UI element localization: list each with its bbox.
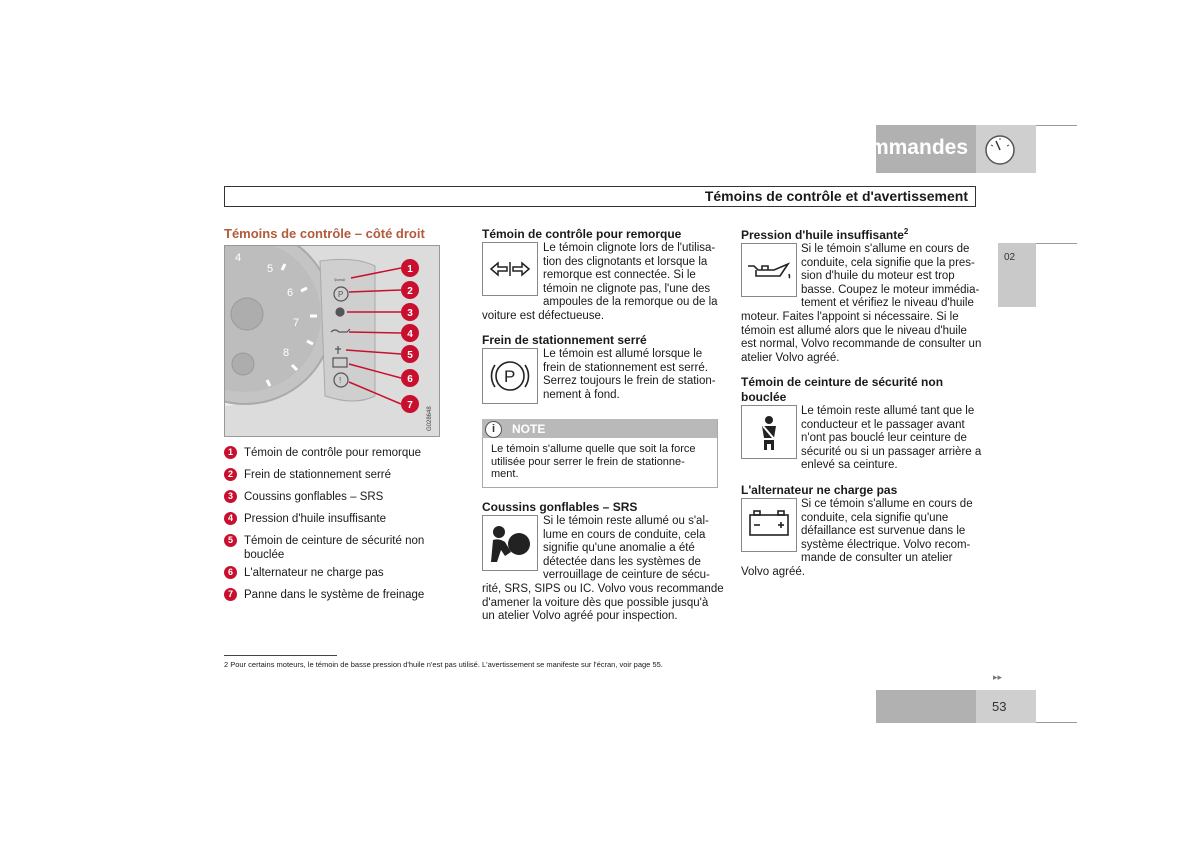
legend-number: 2 xyxy=(224,468,237,481)
text-line: détectée dans les systèmes de xyxy=(543,555,701,568)
legend-number: 3 xyxy=(224,490,237,503)
footer-band xyxy=(876,690,976,723)
text-line: conduite, cela signifie qu'une xyxy=(801,511,949,524)
text-line: sion d'huile du moteur est trop xyxy=(801,270,955,283)
footnote-ref: 2 xyxy=(903,227,909,236)
chapter-tab-label: 02 xyxy=(1004,252,1016,263)
text-line: moteur. Faites l'appoint si nécessaire. Si le xyxy=(741,311,959,323)
callout-6: 6 xyxy=(407,374,413,385)
text-line: basse. Coupez le moteur immédia- xyxy=(801,283,980,296)
seatbelt-heading xyxy=(741,375,943,405)
text-line: rité, SRS, SIPS ou IC. Volvo vous recommande xyxy=(482,583,724,595)
svg-text:P: P xyxy=(338,290,344,299)
alternator-heading: L'alternateur ne charge pas xyxy=(741,483,898,497)
legend-text: L'alternateur ne charge pas xyxy=(244,567,384,579)
figure-code: G028648 xyxy=(427,406,433,431)
text-line: défaillance est survenue dans le xyxy=(801,525,966,538)
column-title: Témoins de contrôle – côté droit xyxy=(224,226,425,241)
dashboard-figure xyxy=(224,245,440,437)
footnote: 2 Pour certains moteurs, le témoin de basse pression d'huile n'est pas utilisé. L'avertissement se manifeste sur l'écran, voir page 55. xyxy=(224,660,663,669)
callout-5: 5 xyxy=(407,350,413,361)
oil-text xyxy=(801,243,979,311)
legend-text: Témoin de contrôle pour remorque xyxy=(244,447,422,459)
text-line: atelier Volvo agréé. xyxy=(741,351,840,364)
dashboard-illustration xyxy=(225,246,439,436)
text-line: témoin est allumé alors que le niveau d'huile xyxy=(741,324,967,337)
airbag-icon-box xyxy=(482,515,538,571)
legend-item xyxy=(224,512,464,526)
seatbelt-text xyxy=(801,405,981,473)
text-line: Le témoin est allumé lorsque le xyxy=(543,348,703,360)
heading-line: Témoin de ceinture de sécurité non xyxy=(741,375,944,389)
legend-number: 6 xyxy=(224,566,237,579)
text-line: Le témoin s'allume quelle que soit la force xyxy=(491,443,696,455)
header-rule xyxy=(1036,125,1077,126)
legend-item xyxy=(224,446,464,460)
seatbelt-icon-box xyxy=(741,405,797,459)
airbag-icon xyxy=(483,516,537,570)
trailer-arrows-icon xyxy=(483,243,537,295)
heading-line: bouclée xyxy=(741,390,787,404)
legend-item xyxy=(224,534,464,562)
callout-2: 2 xyxy=(407,286,413,297)
text-line: voiture est défectueuse. xyxy=(482,310,605,322)
text-line: ampoules de la remorque ou de la xyxy=(543,296,718,309)
text-line: conducteur et le passager avant xyxy=(801,418,965,431)
chapter-title: 02 Instruments et commandes xyxy=(665,136,968,159)
gauge-number-8: 8 xyxy=(283,347,290,359)
airbag-text-continued xyxy=(482,583,724,624)
oil-heading xyxy=(741,227,908,242)
text-line: Serrez toujours le frein de station- xyxy=(543,375,716,388)
legend-text: Témoin de ceinture de sécurité non bouclée xyxy=(244,535,425,561)
callout-4: 4 xyxy=(407,329,413,340)
trailer-text xyxy=(543,242,718,310)
gauge-icon xyxy=(976,125,1036,173)
oil-heading-text: Pression d'huile insuffisante xyxy=(741,228,904,242)
text-line: système électrique. Volvo recom- xyxy=(801,538,971,551)
text-line: Si le témoin reste allumé ou s'al- xyxy=(543,515,709,527)
note-label: NOTE xyxy=(512,422,546,436)
text-line: Le témoin clignote lors de l'utilisa- xyxy=(543,242,716,254)
text-line: Si le témoin s'allume en cours de xyxy=(801,243,970,255)
note-text xyxy=(491,443,696,481)
alternator-text xyxy=(801,498,973,566)
chapter-icon-box xyxy=(976,125,1036,173)
footer-rule xyxy=(1036,722,1077,723)
text-line: Si ce témoin s'allume en cours de xyxy=(801,498,973,510)
legend-text: Pression d'huile insuffisante xyxy=(244,513,386,525)
svg-text:⇦⇨: ⇦⇨ xyxy=(334,277,346,284)
text-line: utilisée pour serrer le frein de stationne- xyxy=(491,455,685,468)
text-line: témoin ne clignote pas, l'une des xyxy=(543,282,711,295)
gauge-number-7: 7 xyxy=(293,317,300,329)
parking-brake-icon xyxy=(483,349,537,403)
seatbelt-icon xyxy=(742,406,796,458)
text-line: Le témoin reste allumé tant que le xyxy=(801,405,975,417)
legend-item xyxy=(224,490,464,504)
legend-item xyxy=(224,588,464,602)
next-page-arrows[interactable]: ▸▸ xyxy=(993,672,1003,682)
parking-text xyxy=(543,348,716,402)
gauge-number-4: 4 xyxy=(235,252,242,264)
oil-icon-box xyxy=(741,243,797,297)
text-line: signifie qu'une anomalie a été xyxy=(543,542,695,555)
legend-number: 7 xyxy=(224,588,237,601)
section-title: Témoins de contrôle et d'avertissement xyxy=(704,188,968,204)
info-icon: i xyxy=(485,421,502,438)
text-line: remorque est connectée. Si le xyxy=(543,269,696,282)
airbag-heading: Coussins gonflables – SRS xyxy=(482,500,638,514)
parking-heading: Frein de stationnement serré xyxy=(482,333,647,347)
gauge-number-6: 6 xyxy=(287,287,294,299)
alternator-icon-box xyxy=(741,498,797,552)
text-line: n'ont pas bouclé leur ceinture de xyxy=(801,432,967,445)
svg-text:P: P xyxy=(504,367,516,386)
callout-7: 7 xyxy=(407,400,413,411)
text-line: tement et vérifiez le niveau d'huile xyxy=(801,297,974,310)
tab-rule xyxy=(1036,243,1077,244)
text-line: Volvo agréé. xyxy=(741,566,805,578)
svg-text:!: ! xyxy=(339,376,342,385)
text-line: d'amener la voiture dès que possible jusqu'à xyxy=(482,596,709,609)
text-line: un atelier Volvo agréé pour inspection. xyxy=(482,610,678,623)
legend-number: 4 xyxy=(224,512,237,525)
parking-icon-box xyxy=(482,348,538,404)
text-line: tion des clignotants et lorsque la xyxy=(543,255,708,268)
legend-text: Frein de stationnement serré xyxy=(244,469,392,481)
text-line: verrouillage de ceinture de sécu- xyxy=(543,569,710,582)
text-line: nement à fond. xyxy=(543,388,620,401)
legend-number: 5 xyxy=(224,534,237,547)
legend-number: 1 xyxy=(224,446,237,459)
battery-icon xyxy=(742,499,796,551)
trailer-heading: Témoin de contrôle pour remorque xyxy=(482,227,682,241)
legend-text: Panne dans le système de freinage xyxy=(244,589,425,601)
gauge-number-5: 5 xyxy=(267,263,274,275)
airbag-text xyxy=(543,515,710,583)
text-line: sécurité ou si un passager arrière a xyxy=(801,445,982,458)
text-line: mande de consulter un atelier xyxy=(801,552,953,565)
text-line: ment. xyxy=(491,468,519,480)
text-line: frein de stationnement est serré. xyxy=(543,361,708,374)
text-line: enlevé sa ceinture. xyxy=(801,459,898,472)
legend-item xyxy=(224,468,464,482)
text-line: lume en cours de conduite, cela xyxy=(543,528,706,541)
trailer-icon-box xyxy=(482,242,538,296)
text-line: est normal, Volvo recommande de consulter un xyxy=(741,338,982,351)
page-number: 53 xyxy=(992,699,1007,714)
oil-text-continued xyxy=(741,311,981,365)
text-line: conduite, cela signifie que la pres- xyxy=(801,256,975,269)
callout-1: 1 xyxy=(407,264,413,275)
legend-item xyxy=(224,566,464,580)
footnote-rule xyxy=(224,655,337,656)
legend-text: Coussins gonflables – SRS xyxy=(244,491,384,503)
callout-3: 3 xyxy=(407,308,413,319)
oil-can-icon xyxy=(742,244,796,296)
